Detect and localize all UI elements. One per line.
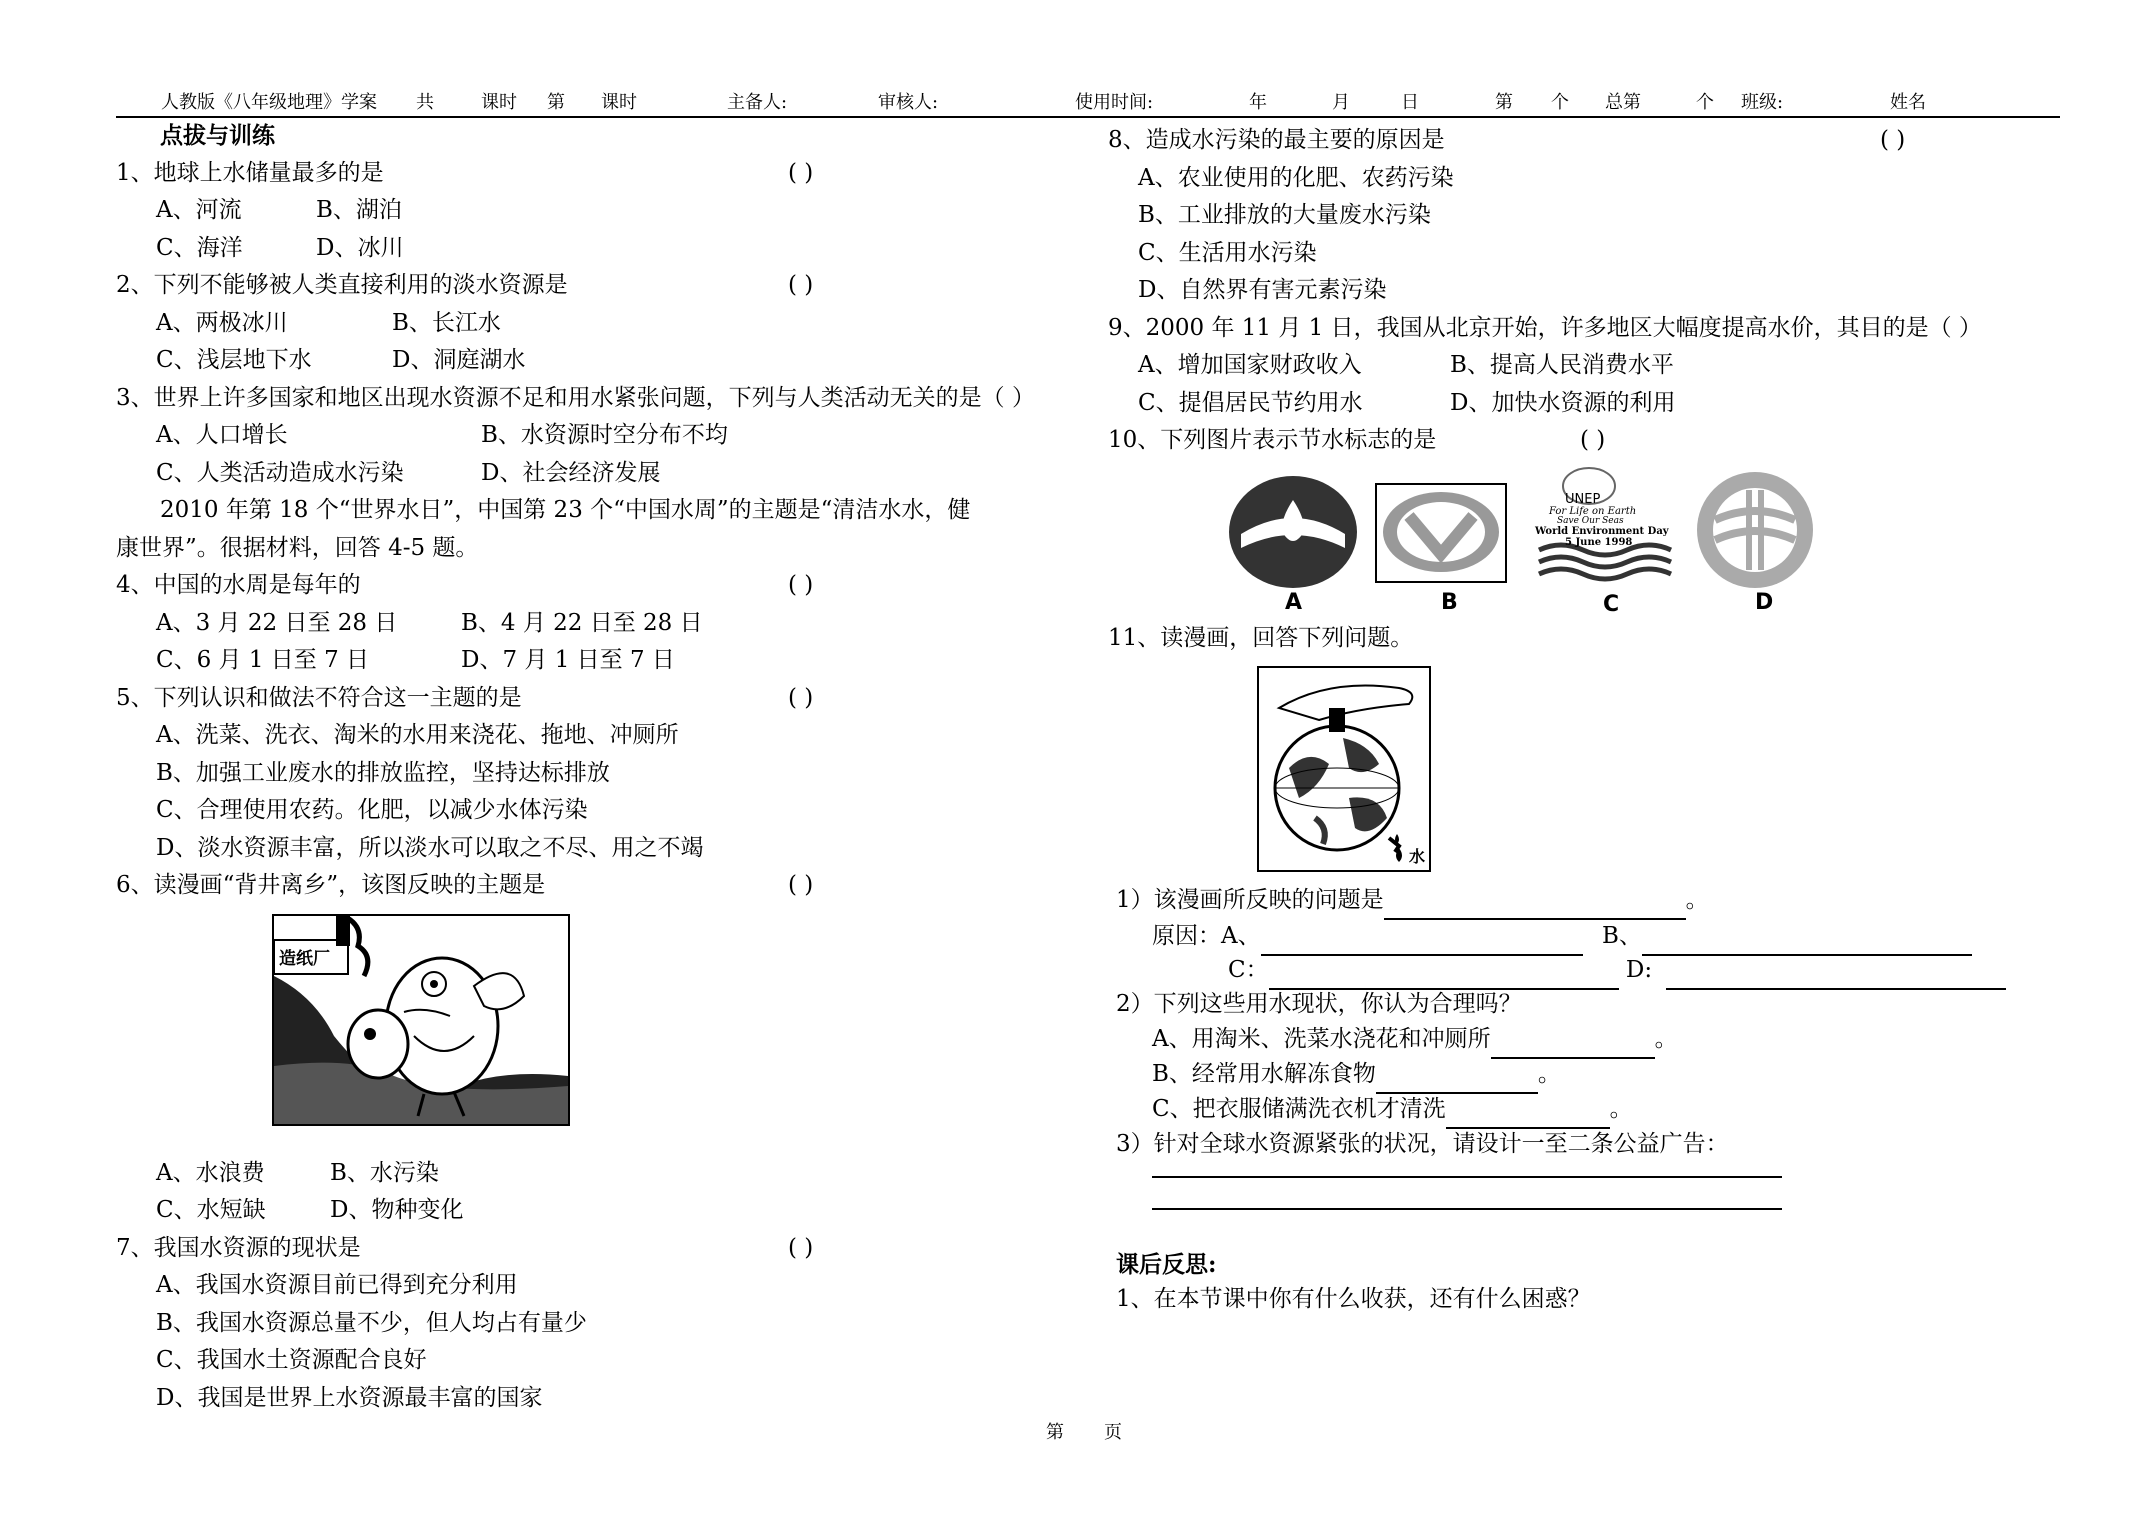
question-5 — [116, 680, 1076, 718]
header-ge: 个 — [1696, 92, 1714, 113]
header-ge: 个 — [1551, 92, 1569, 113]
options — [116, 230, 1076, 268]
answer-blank[interactable] — [1376, 1070, 1538, 1094]
header-month: 月 — [1332, 92, 1350, 113]
item-text: A、用淘米、洗菜水浇花和冲厕所 — [1152, 1026, 1491, 1052]
water-label: 水 — [1409, 847, 1426, 866]
option-a: A、人口增长 — [156, 422, 288, 448]
option-c: C、合理使用农药。化肥，以减少水体污染 — [156, 797, 588, 823]
answer-line[interactable] — [1152, 1208, 1782, 1210]
option-b: B、提高人民消费水平 — [1450, 352, 1674, 378]
left-column — [116, 117, 1076, 1417]
period: 。 — [1609, 1096, 1633, 1122]
option-b: B、水污染 — [330, 1159, 439, 1186]
question-9: 9、2000 年 11 月 1 日，我国从北京开始，许多地区大幅度提高水价，其目的是（ ） — [1108, 314, 1982, 341]
question-10 — [1098, 422, 2058, 460]
cartoon-earth-tap — [1257, 666, 1431, 872]
answer-blank[interactable] — [1491, 1035, 1655, 1059]
question-1 — [116, 155, 1076, 193]
answer-paren[interactable]: ( ) — [788, 159, 814, 186]
option-a: A、增加国家财政收入 — [1138, 352, 1362, 378]
q11-reason-cd — [1228, 952, 2006, 990]
option-b: B、加强工业废水的排放监控，坚持达标排放 — [156, 759, 610, 786]
option-b: B、湖泊 — [316, 197, 402, 223]
options — [116, 342, 1076, 380]
question-7 — [116, 1230, 1076, 1268]
question-2 — [116, 267, 1076, 305]
option-d: D、自然界有害元素污染 — [1138, 277, 1387, 303]
option-d: D、加快水资源的利用 — [1450, 389, 1676, 416]
answer-paren[interactable]: ( ) — [788, 272, 814, 298]
cartoon-leaving-home — [272, 914, 570, 1126]
reflection-question: 1、在本节课中你有什么收获，还有什么困惑？ — [1116, 1286, 1591, 1312]
option-c: C、浅层地下水 — [156, 347, 312, 373]
header-book: 人教版《八年级地理》学案 — [161, 92, 377, 113]
footer-ye: 页 — [1104, 1422, 1122, 1443]
option-b: B、我国水资源总量不少，但人均占有量少 — [156, 1309, 587, 1336]
option-a: A、农业使用的化肥、农药污染 — [1138, 164, 1454, 191]
logo-illustrations — [1227, 462, 1817, 617]
answer-paren[interactable]: ( ) — [788, 684, 814, 711]
answer-line[interactable] — [1152, 1176, 1782, 1178]
question-4 — [116, 567, 1076, 605]
option-b: B、4 月 22 日至 28 日 — [461, 609, 703, 636]
question-11-stem: 11、读漫画，回答下列问题。 — [1108, 625, 1414, 651]
answer-paren[interactable]: ( ) — [788, 572, 814, 598]
option-b: B、长江水 — [392, 309, 501, 336]
header-reviewer: 审核人: — [878, 92, 939, 113]
footer-di: 第 — [1046, 1422, 1064, 1443]
q11-part2-a — [1152, 1021, 1678, 1059]
answer-blank[interactable] — [1446, 1105, 1610, 1129]
unep-text: UNEP — [1565, 492, 1601, 507]
q11-reason-ab — [1152, 918, 1972, 956]
reason-d-label: D: — [1625, 957, 1653, 983]
material-text: 康世界”。很据材料，回答 4-5 题。 — [116, 534, 479, 561]
header-di: 第 — [547, 92, 565, 113]
option-c: C、生活用水污染 — [1138, 239, 1317, 266]
options — [116, 455, 1076, 493]
option-d: D、我国是世界上水资源最丰富的国家 — [156, 1384, 543, 1411]
section-title: 点拔与训练 — [160, 122, 275, 149]
cartoon-illustration — [1259, 668, 1429, 870]
logo-label-c: C — [1603, 592, 1620, 617]
answer-paren[interactable]: ( ) — [788, 872, 814, 898]
unep-text: 5 June 1998 — [1565, 537, 1633, 548]
option-a: A、洗菜、洗衣、淘米的水用来浇花、拖地、冲厕所 — [156, 722, 679, 748]
option-d: D、7 月 1 日至 7 日 — [461, 647, 675, 673]
options — [116, 417, 1076, 455]
option-b: B、水资源时空分布不均 — [481, 422, 728, 448]
header-day: 日 — [1401, 92, 1419, 113]
answer-paren[interactable]: ( ) — [788, 1234, 814, 1261]
option-d: D、洞庭湖水 — [392, 347, 526, 373]
question-stem: 8、造成水污染的最主要的原因是 — [1108, 127, 1445, 153]
options — [116, 305, 1076, 343]
period: 。 — [1654, 1026, 1678, 1052]
q11-part3: 3）针对全球水资源紧张的状况，请设计一至二条公益广告： — [1116, 1131, 1729, 1157]
answer-paren[interactable]: ( ) — [1580, 427, 1606, 453]
question-stem: 2、下列不能够被人类直接利用的淡水资源是 — [116, 272, 568, 298]
factory-label: 造纸厂 — [279, 944, 330, 969]
unep-text: For Life on Earth — [1549, 506, 1637, 517]
question-stem: 4、中国的水周是每年的 — [116, 572, 361, 598]
reflection-title: 课后反思: — [1116, 1251, 1217, 1278]
right-column — [1098, 122, 2058, 460]
option-c: C、人类活动造成水污染 — [156, 459, 404, 486]
question-stem: 5、下列认识和做法不符合这一主题的是 — [116, 684, 522, 711]
option-a: A、两极冰川 — [156, 309, 288, 336]
header-year: 年 — [1249, 92, 1267, 113]
period: 。 — [1685, 887, 1709, 913]
option-c: C、水短缺 — [156, 1197, 266, 1223]
option-c: C、提倡居民节约用水 — [1138, 389, 1363, 416]
option-d: D、社会经济发展 — [481, 459, 661, 486]
q11-part2: 2）下列这些用水现状，你认为合理吗？ — [1116, 991, 1522, 1017]
unep-text: Save Our Seas — [1557, 516, 1624, 526]
logo-label-d: D — [1755, 590, 1774, 615]
options — [116, 605, 1076, 643]
q11-part2-c — [1152, 1091, 1633, 1129]
header-name: 姓名 — [1890, 92, 1926, 113]
unep-text: World Environment Day — [1535, 526, 1669, 537]
options — [116, 642, 1076, 680]
question-3 — [116, 380, 1076, 418]
header-keshi: 课时 — [481, 92, 517, 113]
header-total: 总第 — [1605, 92, 1641, 113]
header-preparer: 主备人: — [727, 92, 788, 113]
options — [116, 192, 1076, 230]
option-a: A、我国水资源目前已得到充分利用 — [156, 1272, 518, 1298]
answer-blank[interactable] — [1384, 896, 1686, 920]
header-time: 使用时间: — [1075, 92, 1154, 113]
header-keshi: 课时 — [601, 92, 637, 113]
q11-part1-text: 1）该漫画所反映的问题是 — [1116, 887, 1384, 913]
logo-label-b: B — [1441, 590, 1458, 615]
options — [1098, 347, 2058, 385]
header-gong: 共 — [416, 92, 434, 113]
option-c: C、海洋 — [156, 234, 243, 261]
answer-paren[interactable]: ( ) — [1880, 127, 1906, 153]
cartoon-spacer — [116, 905, 1076, 1155]
logo-options — [1227, 462, 1817, 617]
option-c: C、我国水土资源配合良好 — [156, 1347, 427, 1373]
reason-a-label: 原因：A、 — [1152, 923, 1261, 949]
option-c: C、6 月 1 日至 7 日 — [156, 647, 370, 673]
item-text: C、把衣服储满洗衣机才清洗 — [1152, 1096, 1446, 1122]
item-text: B、经常用水解冻食物 — [1152, 1061, 1376, 1087]
logo-label-a: A — [1285, 590, 1303, 615]
question-stem: 6、读漫画“背井离乡”，该图反映的主题是 — [116, 872, 546, 898]
option-d: D、冰川 — [316, 234, 404, 261]
question-6 — [116, 867, 1076, 905]
reason-c-label: C： — [1228, 957, 1269, 983]
option-d: D、淡水资源丰富，所以淡水可以取之不尽、用之不竭 — [156, 834, 704, 861]
q11-part2-b — [1152, 1056, 1561, 1094]
option-b: B、工业排放的大量废水污染 — [1138, 202, 1431, 228]
options — [1098, 385, 2058, 423]
option-d: D、物种变化 — [330, 1197, 464, 1223]
header-class: 班级: — [1741, 92, 1784, 113]
question-stem: 3、世界上许多国家和地区出现水资源不足和用水紧张问题，下列与人类活动无关的是（ ） — [116, 384, 1035, 411]
reason-b-label: B、 — [1601, 923, 1642, 949]
question-stem: 1、地球上水储量最多的是 — [116, 159, 384, 186]
options — [116, 1155, 1076, 1193]
material-text: 2010 年第 18 个“世界水日”，中国第 23 个“中国水周”的主题是“清洁水水，健 — [160, 497, 971, 523]
options — [116, 1192, 1076, 1230]
header-di2: 第 — [1495, 92, 1513, 113]
q11-part1 — [1116, 882, 1709, 920]
option-a: A、河流 — [156, 197, 242, 223]
question-stem: 7、我国水资源的现状是 — [116, 1234, 361, 1261]
option-a: A、水浪费 — [156, 1159, 265, 1186]
question-8 — [1098, 122, 2058, 160]
period: 。 — [1537, 1061, 1561, 1087]
question-stem: 10、下列图片表示节水标志的是 — [1108, 427, 1437, 453]
answer-blank[interactable] — [1666, 966, 2006, 990]
option-a: A、3 月 22 日至 28 日 — [156, 609, 398, 636]
